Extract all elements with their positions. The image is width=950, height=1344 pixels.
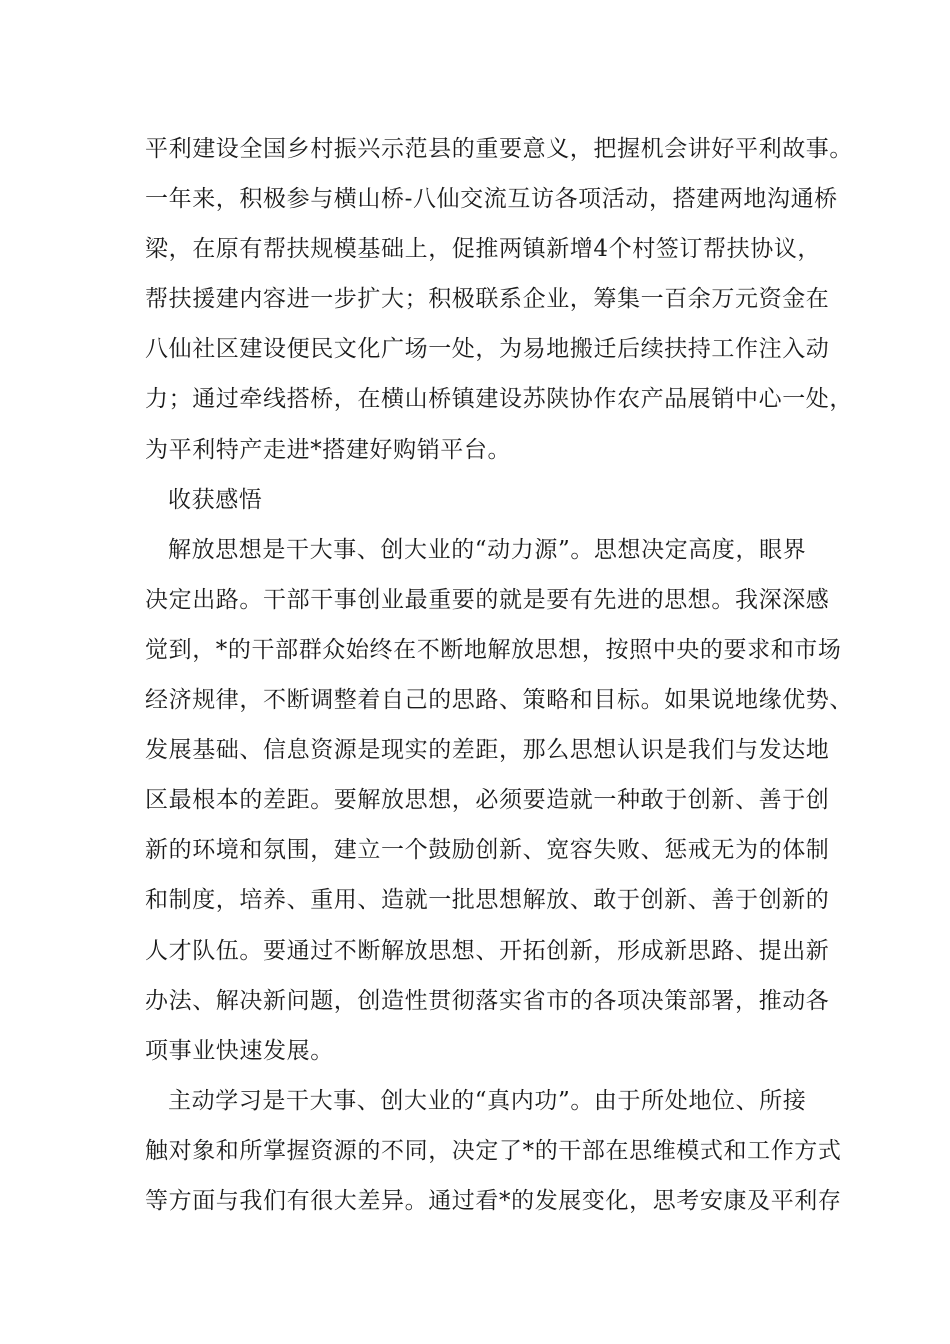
text-line: 为平利特产走进*搭建好购销平台。 <box>145 436 512 463</box>
text-line: 经济规律，不断调整着自己的思路、策略和目标。如果说地缘优势、 <box>145 687 853 714</box>
text-line: 新的环境和氛围，建立一个鼓励创新、宽容失败、惩戒无为的体制 <box>145 837 830 864</box>
text-line: 平利建设全国乡村振兴示范县的重要意义，把握机会讲好平利故事。 <box>145 136 853 162</box>
text-line: 觉到，*的干部群众始终在不断地解放思想，按照中央的要求和市场 <box>145 636 842 663</box>
text-line: 和制度，培养、重用、造就一批思想解放、敢于创新、善于创新的 <box>145 887 830 914</box>
text-line: 帮扶援建内容进一步扩大；积极联系企业，筹集一百余万元资金在 <box>145 286 830 313</box>
text-line: 项事业快速发展。 <box>145 1037 334 1064</box>
document-body <box>145 124 853 1226</box>
text-line: 发展基础、信息资源是现实的差距，那么思想认识是我们与发达地 <box>145 737 830 764</box>
text-line: 等方面与我们有很大差异。通过看*的发展变化，思考安康及平利存 <box>145 1187 842 1214</box>
text-line: 解放思想是干大事、创大业的“动力源”。思想决定高度，眼界 <box>168 536 807 563</box>
text-line: 触对象和所掌握资源的不同，决定了*的干部在思维模式和工作方式 <box>145 1137 842 1164</box>
text-line: 人才队伍。要通过不断解放思想、开拓创新，形成新思路、提出新 <box>145 937 830 964</box>
section-heading: 收获感悟 <box>168 486 263 513</box>
text-line: 一年来，积极参与横山桥-八仙交流互访各项活动，搭建两地沟通桥 <box>145 186 838 213</box>
text-line: 区最根本的差距。要解放思想，必须要造就一种敢于创新、善于创 <box>145 787 830 814</box>
text-line: 梁，在原有帮扶规模基础上，促推两镇新增4个村签订帮扶协议， <box>145 236 822 263</box>
text-line: 主动学习是干大事、创大业的“真内功”。由于所处地位、所接 <box>168 1087 807 1114</box>
text-line: 八仙社区建设便民文化广场一处，为易地搬迁后续扶持工作注入动 <box>145 336 830 363</box>
text-line: 力；通过牵线搭桥，在横山桥镇建设苏陕协作农产品展销中心一处， <box>145 386 853 413</box>
text-line: 决定出路。干部干事创业最重要的就是要有先进的思想。我深深感 <box>145 586 830 613</box>
text-line: 办法、解决新问题，创造性贯彻落实省市的各项决策部署，推动各 <box>145 987 830 1014</box>
